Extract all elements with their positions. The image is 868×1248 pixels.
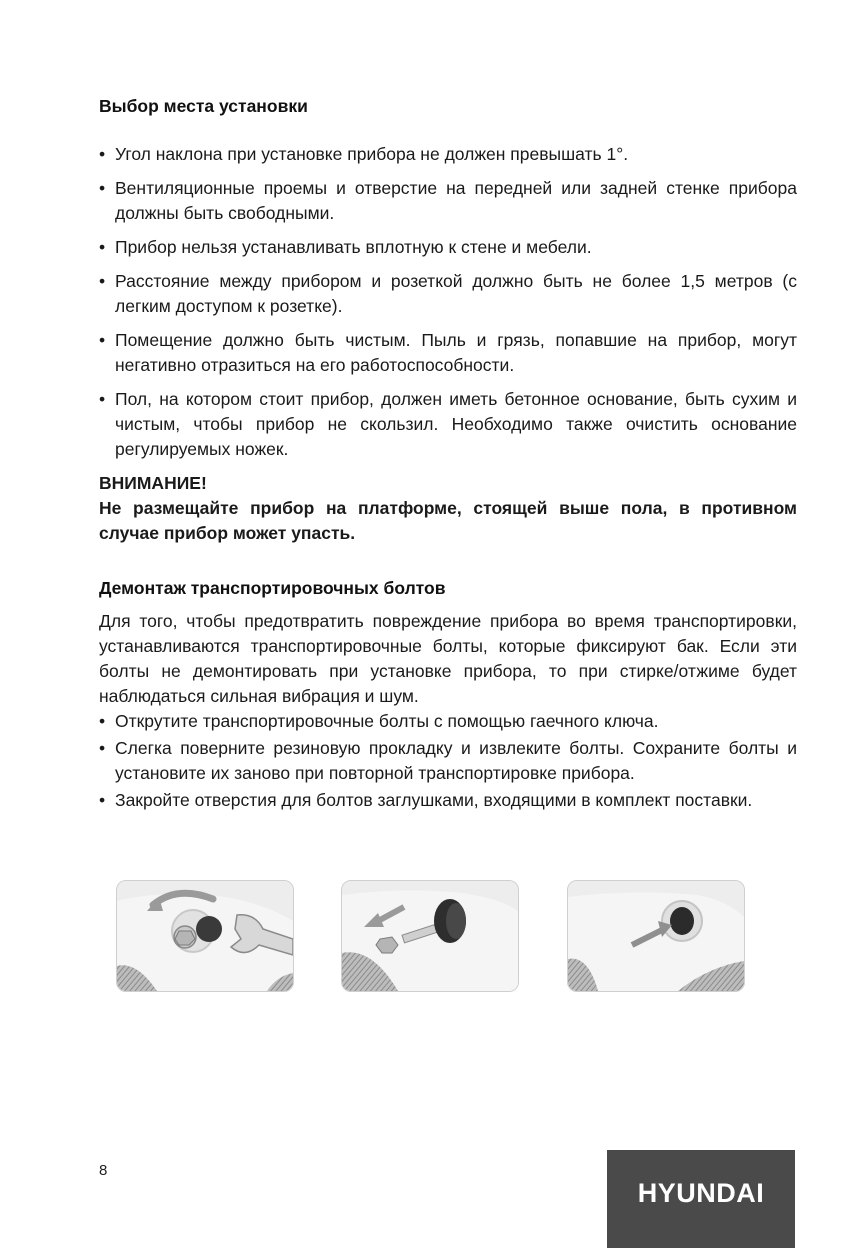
- list-item: • Пол, на котором стоит прибор, должен иметь бетонное основание, быть сухим и чистым, чтобы прибор не скользил. Необходимо также очистить основание регулируемых ножек.: [99, 387, 797, 462]
- warning-text: Не размещайте прибор на платформе, стоящей выше пола, в противном случае прибор может упасть.: [99, 498, 797, 543]
- bolts-list: [99, 709, 797, 813]
- installation-list: [99, 142, 797, 462]
- figures-row: [116, 880, 744, 990]
- list-item: • Вентиляционные проемы и отверстие на передней или задней стенке прибора должны быть свободными.: [99, 176, 797, 226]
- section-title-installation: Выбор места установки: [99, 96, 308, 116]
- warning-block: [99, 471, 797, 546]
- list-item: • Закройте отверстия для болтов заглушками, входящими в комплект поставки.: [99, 788, 797, 813]
- page-number: 8: [99, 1162, 108, 1179]
- unscrew-bolt-illustration: [116, 880, 294, 992]
- list-item: • Открутите транспортировочные болты с помощью гаечного ключа.: [99, 709, 797, 734]
- brand-logo: HYUNDAI: [637, 1177, 765, 1208]
- list-item: • Помещение должно быть чистым. Пыль и грязь, попавшие на прибор, могут негативно отразиться на его работоспособности.: [99, 328, 797, 378]
- list-item: • Угол наклона при установке прибора не должен превышать 1°.: [99, 142, 797, 167]
- remove-bolt-illustration: [341, 880, 519, 992]
- brand-logo-block: [607, 1150, 795, 1248]
- list-item: • Прибор нельзя устанавливать вплотную к стене и мебели.: [99, 235, 797, 260]
- list-item: • Расстояние между прибором и розеткой должно быть не более 1,5 метров (с легким доступом к розетке).: [99, 269, 797, 319]
- section-title-bolts: Демонтаж транспортировочных болтов: [99, 578, 446, 598]
- insert-plug-illustration: [567, 880, 745, 992]
- page-content: [99, 94, 797, 815]
- list-item: • Слегка поверните резиновую прокладку и извлеките болты. Сохраните болты и установите их заново при повторной транспортировке прибора.: [99, 736, 797, 786]
- warning-title: ВНИМАНИЕ!: [99, 473, 207, 493]
- bolts-intro: Для того, чтобы предотвратить повреждение прибора во время транспортировки, устанавливаются транспортировочные болты, которые фиксируют бак. Если эти болты не демонтировать при установке прибора, то при стирке/отжиме будет наблюдаться сильная вибрация и шум.: [99, 611, 797, 706]
